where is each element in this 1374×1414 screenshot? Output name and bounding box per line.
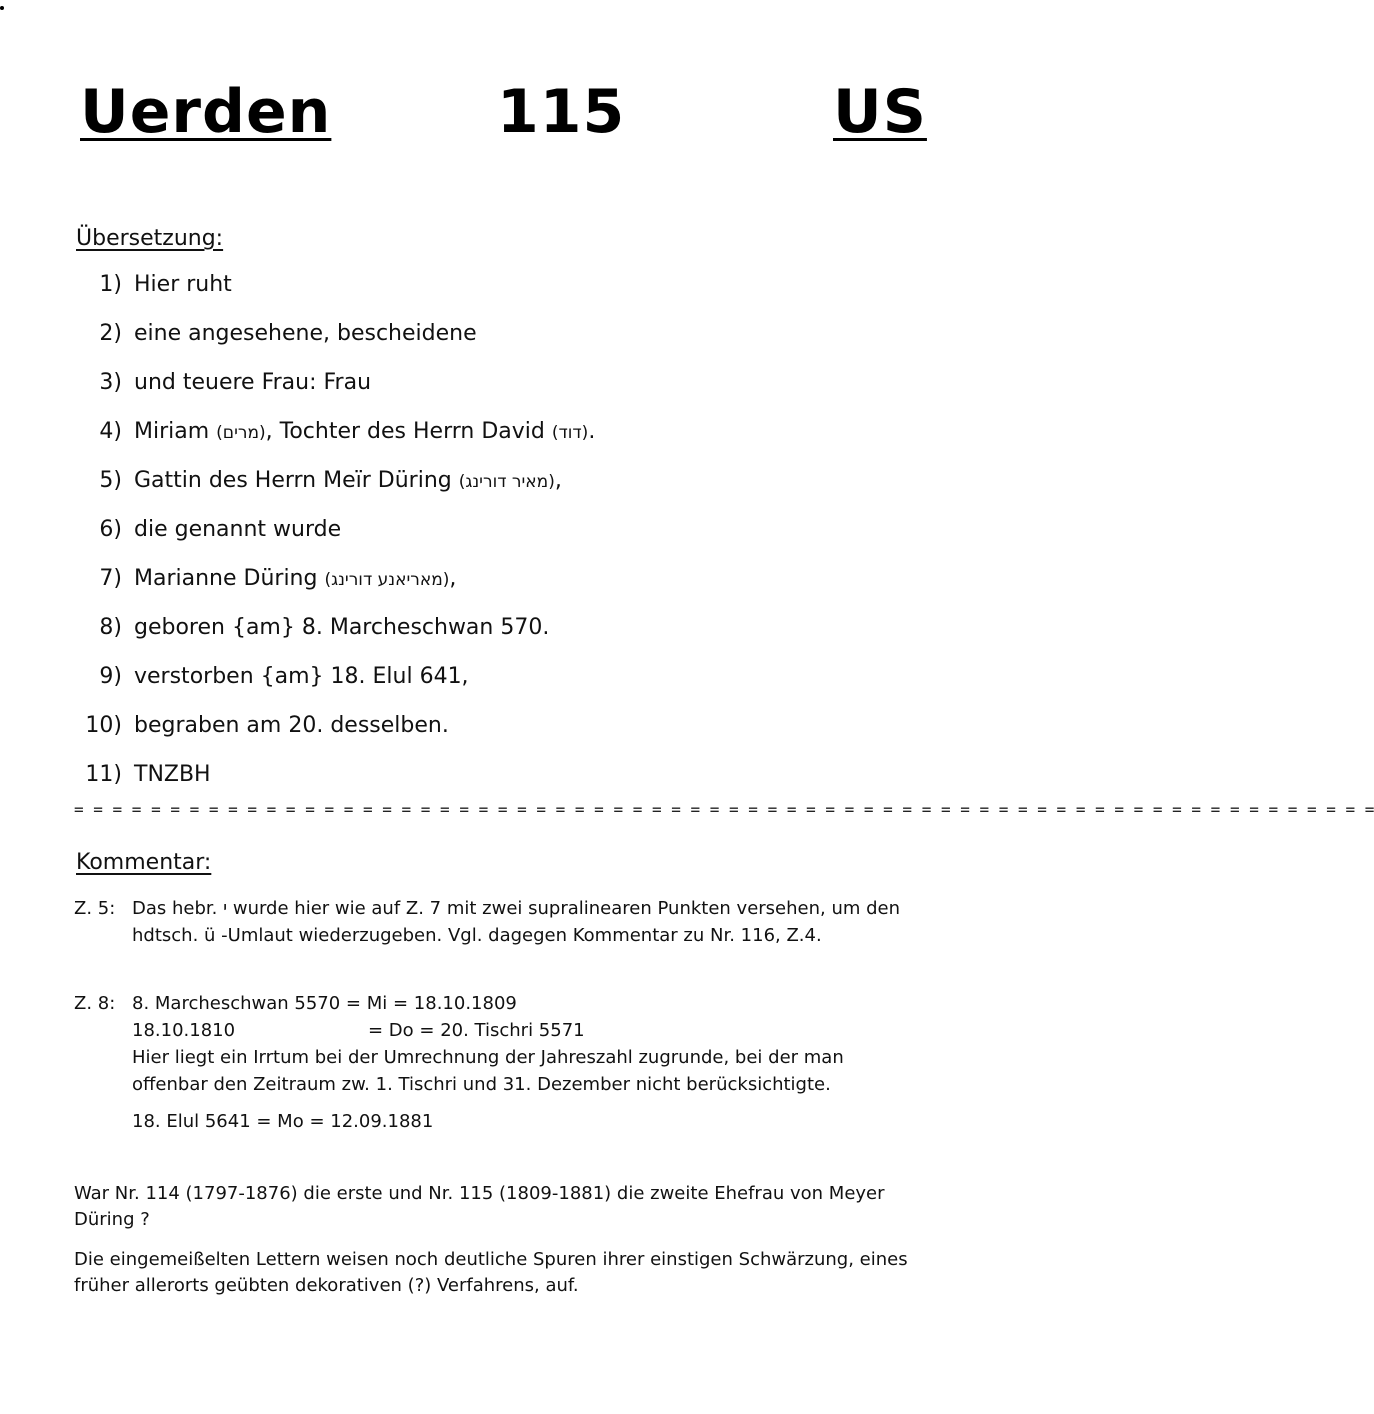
line-text: Hier ruht [134,272,232,297]
line-text: Miriam [134,419,217,444]
comment-z5 [74,895,914,949]
comment-paragraph-1 [74,1181,914,1233]
line-number: 8) [99,615,122,640]
line-number: 2) [99,321,122,346]
line-number: 1) [99,272,122,297]
line-text: begraben am 20. desselben. [134,713,449,738]
hebrew-name: (דוד) [551,423,589,443]
paragraph-text: War Nr. 114 (1797-1876) die erste und Nr. 115 (1809-1881) die zweite Ehefrau von Meyer Düring ? [74,1183,885,1230]
line-number: 9) [99,664,122,689]
header-place: Uerden [80,77,332,147]
line-text: die genannt wurde [134,517,342,542]
line-text-rest: , Tochter des Herrn David [265,419,552,444]
line-number: 5) [99,468,122,493]
comment-text: Das hebr. י wurde hier wie auf Z. 7 mit zwei supralinearen Punkten versehen, um den hdtsch. ü -Umlaut wiederzugeben. Vgl. dagegen Kommentar zu Nr. 116, Z.4. [132,898,901,946]
conversion-line-2 [132,1017,914,1044]
line-text: Gattin des Herrn Meïr Düring [134,468,459,493]
translation-line-10 [70,709,950,758]
header-number: 115 [497,77,626,147]
translation-line-1 [70,268,950,317]
line-text: und teuere Frau: Frau [134,370,372,395]
hebrew-name: (מרים) [216,423,266,443]
translation-line-7 [70,562,950,611]
conversion-date: 18.10.1810 [132,1020,236,1041]
line-number: 3) [99,370,122,395]
line-number: 7) [99,566,122,591]
scan-mark [0,6,4,10]
translation-list [70,268,950,807]
hebrew-name: (מאריאנע דורינג) [324,570,450,590]
line-text: Marianne Düring [134,566,325,591]
line-number: 6) [99,517,122,542]
conversion-line-3: 18. Elul 5641 = Mo = 12.09.1881 [132,1111,434,1132]
line-text-group [134,464,562,499]
line-number: 10) [85,713,122,738]
line-number: 11) [85,762,122,787]
comment-body [132,895,914,949]
separator-line: = = = = = = = = = = = = = = = = = = = = = = = = = = = = = = = = = = = = = = = = = = = = = = = = = = = = = = = = = = = = = = = = = = = = [74,800,1374,819]
commentary-heading: Kommentar: [76,850,212,875]
line-text-group [134,415,595,450]
translation-line-9 [70,660,950,709]
line-text-end: . [588,419,596,444]
translation-line-8 [70,611,950,660]
line-number: 4) [99,419,122,444]
comment-explanation: Hier liegt ein Irrtum bei der Umrechnung der Jahreszahl zugrunde, bei der man offenbar den Zeitraum zw. 1. Tischri und 31. Dezember nicht berücksichtigte. [132,1047,844,1095]
comment-z8 [74,990,914,1135]
line-text-rest: , [449,566,457,591]
translation-line-3 [70,366,950,415]
comment-label: Z. 5: [74,898,116,919]
comment-body [132,990,914,1135]
comment-paragraph-2 [74,1247,914,1299]
conversion-line-1: 8. Marcheschwan 5570 = Mi = 18.10.1809 [132,993,517,1014]
header-code: US [833,77,927,147]
translation-line-5 [70,464,950,513]
line-text: eine angesehene, bescheidene [134,321,477,346]
conversion-result: = Do = 20. Tischri 5571 [368,1020,585,1041]
translation-heading: Übersetzung: [76,226,224,251]
translation-line-6 [70,513,950,562]
translation-line-4 [70,415,950,464]
comment-label: Z. 8: [74,993,116,1014]
line-text: TNZBH [134,762,211,787]
line-text-rest: , [554,468,562,493]
hebrew-name: (מאיר דורינג) [458,472,555,492]
translation-line-2 [70,317,950,366]
line-text: geboren {am} 8. Marcheschwan 570. [134,615,550,640]
line-text-group [134,562,456,597]
line-text: verstorben {am} 18. Elul 641, [134,664,469,689]
paragraph-text: Die eingemeißelten Lettern weisen noch deutliche Spuren ihrer einstigen Schwärzung, eines früher allerorts geübten dekorativen (?) Verfahrens, auf. [74,1249,908,1296]
